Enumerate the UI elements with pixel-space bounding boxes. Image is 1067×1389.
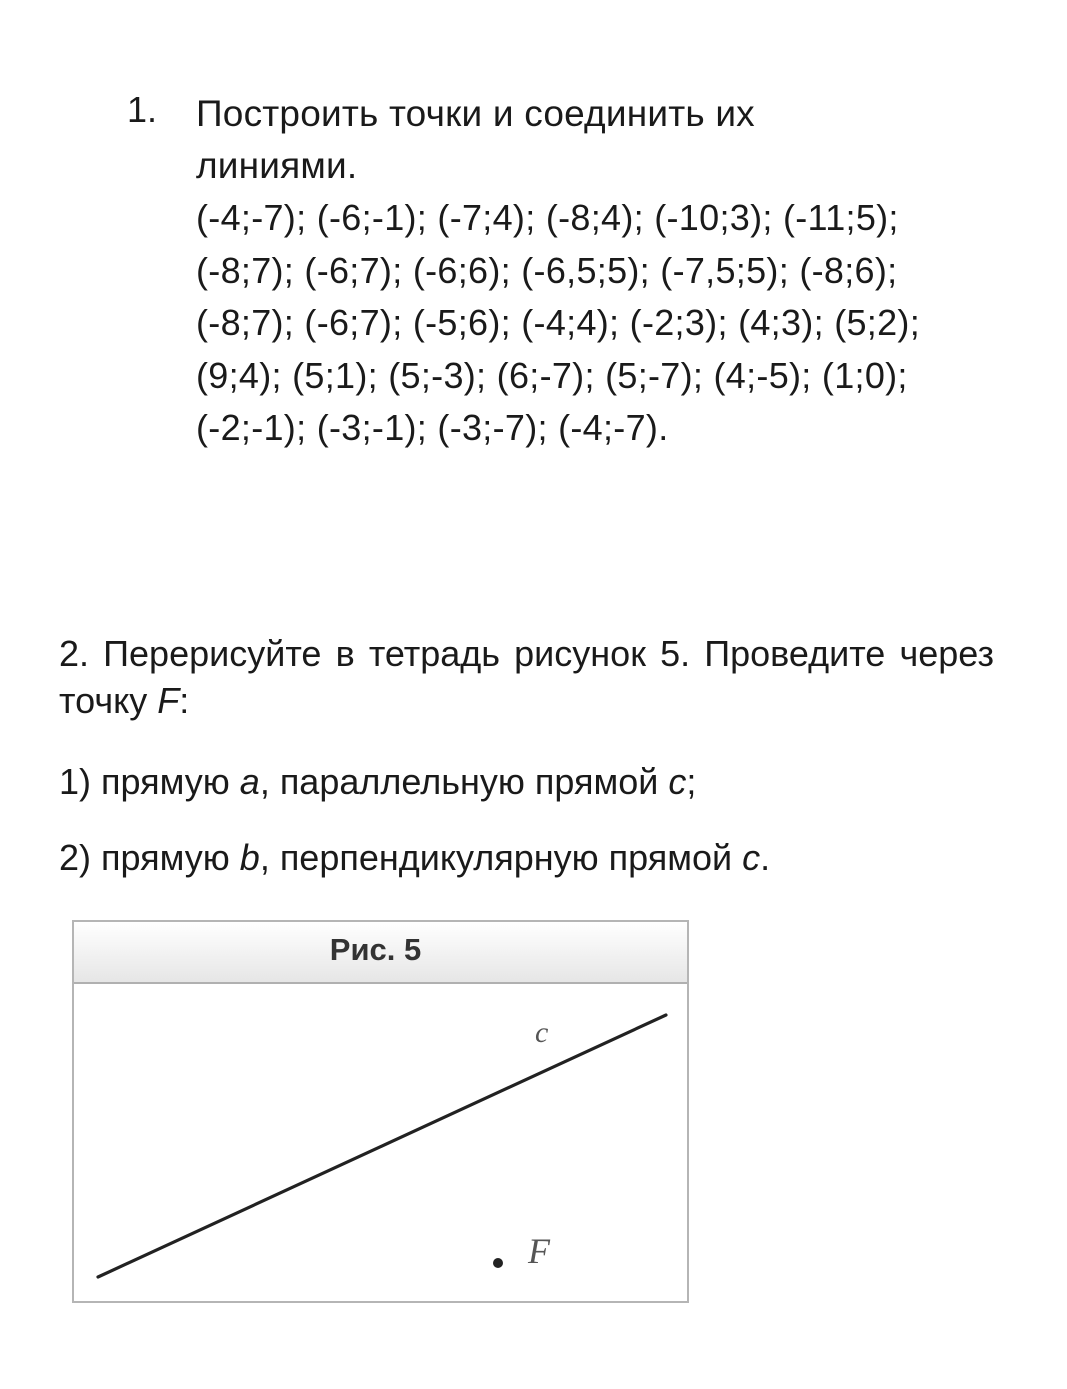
task2 [59, 630, 994, 878]
figure-5 [72, 920, 689, 1303]
item1-line-name: a [239, 761, 260, 802]
figure-title: Рис. 5 [329, 932, 422, 967]
line-c [98, 1015, 666, 1277]
coordinate-line: (-8;7); (-6;7); (-6;6); (-6,5;5); (-7,5;5); (-8;6); [196, 249, 898, 291]
item2-end: . [760, 837, 771, 878]
task2-intro-end: : [179, 680, 190, 721]
point-f-label: F [528, 1231, 550, 1271]
task1-body [196, 88, 1016, 455]
item2-ref-line: c [742, 837, 761, 878]
item1-end: ; [686, 761, 697, 802]
item1-middle: , параллельную прямой [259, 761, 669, 802]
item2-middle: , перпендикулярную прямой [259, 837, 743, 878]
task2-intro-text: 2. Перерисуйте в тетрадь рисунок 5. Проведите через точку [59, 633, 994, 721]
task2-intro-point: F [157, 680, 180, 721]
point-f [493, 1258, 503, 1268]
figure-header [74, 922, 687, 984]
task2-item-2 [59, 838, 994, 878]
task1-number: 1. [127, 89, 158, 130]
coordinate-line: (-4;-7); (-6;-1); (-7;4); (-8;4); (-10;3); (-11;5); [196, 197, 899, 238]
line-c-label: c [535, 1016, 549, 1049]
item2-line-name: b [239, 837, 260, 878]
item1-ref-line: c [668, 761, 687, 802]
task1-heading: Построить точки и соединить их линиями. [196, 93, 755, 186]
figure-drawing [74, 984, 687, 1301]
task2-intro [59, 630, 994, 724]
item2-prefix: 2) прямую [59, 837, 240, 878]
item1-prefix: 1) прямую [59, 761, 240, 802]
task2-item-1 [59, 762, 994, 802]
coordinate-line: (-8;7); (-6;7); (-5;6); (-4;4); (-2;3); (4;3); (5;2); [196, 302, 921, 343]
coordinate-line: (-2;-1); (-3;-1); (-3;-7); (-4;-7). [196, 407, 669, 448]
coordinate-line: (9;4); (5;1); (5;-3); (6;-7); (5;-7); (4;-5); (1;0); [196, 354, 908, 396]
